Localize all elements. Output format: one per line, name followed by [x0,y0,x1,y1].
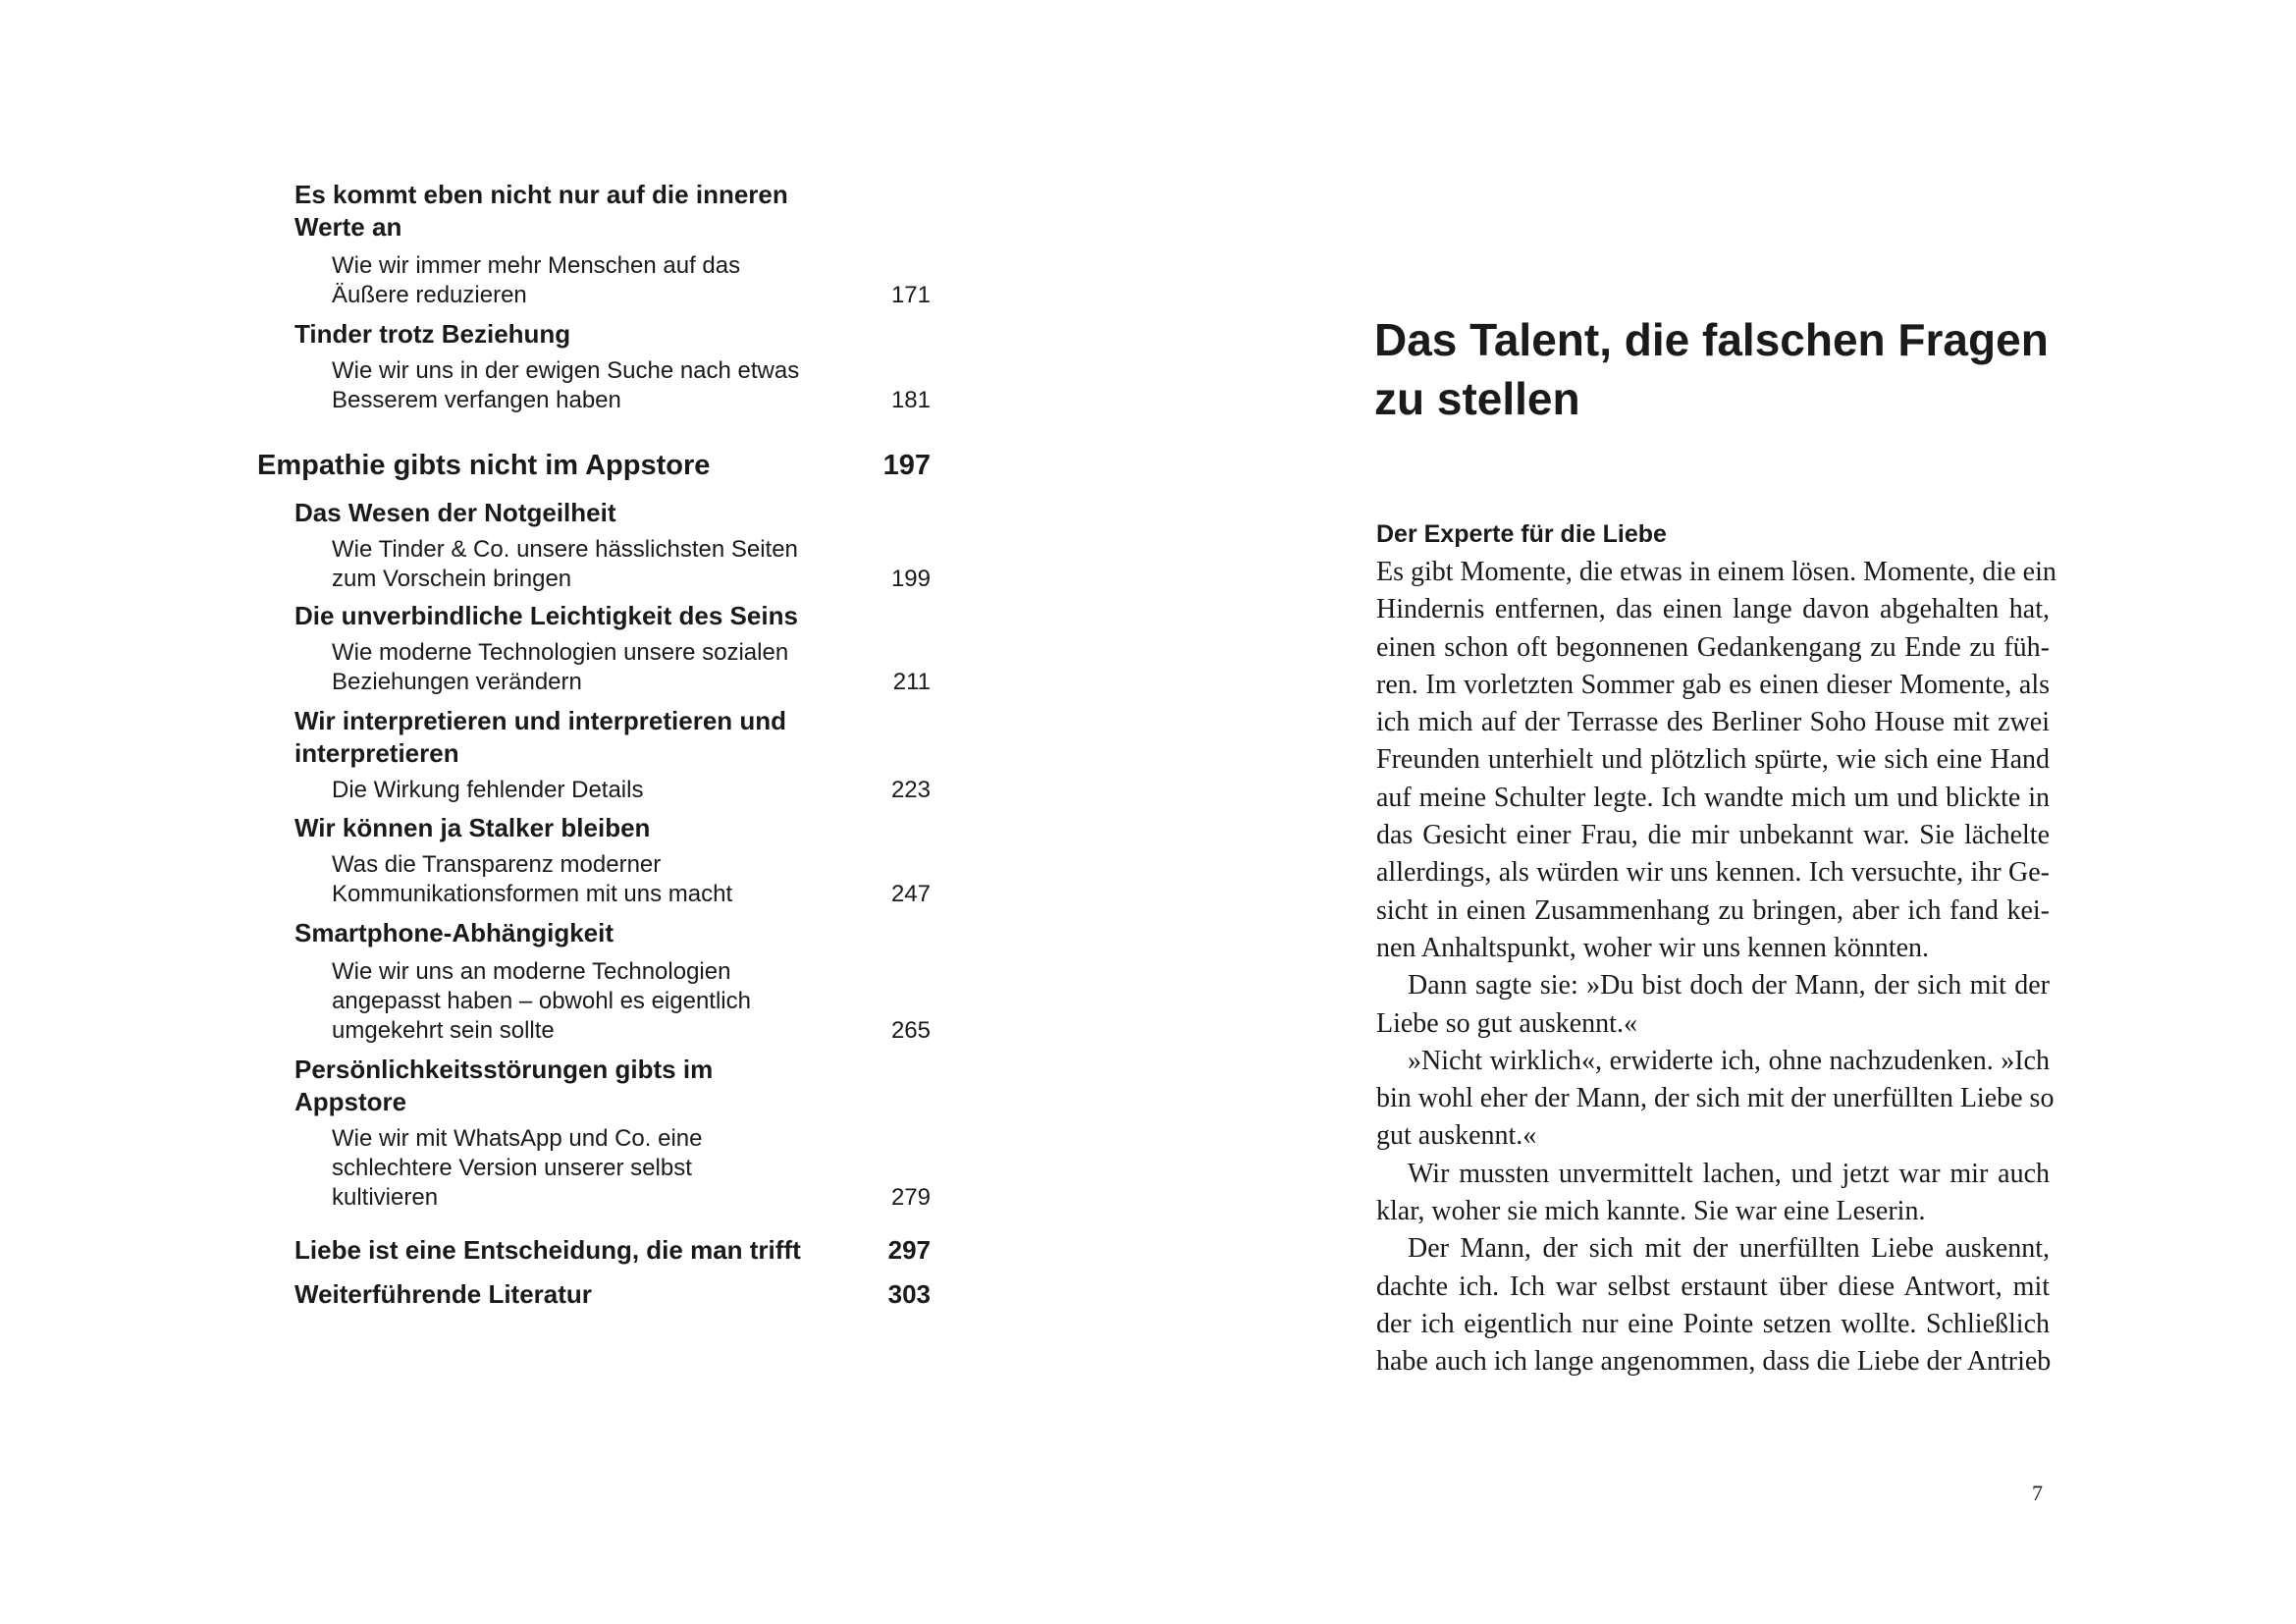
toc-section-title: Tinder trotz Beziehung [294,319,571,349]
text-line: dachte ich. Ich war selbst erstaunt über diese Antwort, mit [1376,1271,2050,1302]
text-line: nen Anhaltspunkt, woher wir uns kennen könnten. [1376,932,1930,963]
toc-subtitle: Wie Tinder & Co. unsere hässlichsten Seiten zum Vorschein bringen [332,536,798,592]
toc-chapter [257,448,931,483]
text-line: bin wohl eher der Mann, der sich mit der unerfüllten Liebe so [1376,1083,2055,1114]
page-number: 7 [2032,1481,2043,1505]
chapter-page [1148,0,2296,1624]
toc-entry [294,1234,931,1267]
chapter-title: Das Talent, die falschen Fragen zu stellen [1374,314,2049,424]
text-line: Dann sagte sie: »Du bist doch der Mann, der sich mit der [1408,970,2050,1001]
text-line: ich mich auf der Terrasse des Berliner Soho House mit zwei [1376,707,2050,738]
toc-entry [294,1054,931,1118]
section-heading: Der Experte für die Liebe [1376,520,1667,548]
text-line: der ich eigentlich nur eine Pointe setzen wollte. Schließlich [1376,1308,2050,1339]
toc-entry [332,957,931,1046]
table-of-contents [257,179,931,1311]
text-line: Wir mussten unvermittelt lachen, und jetzt war mir auch [1408,1158,2050,1189]
toc-page-number: 265 [890,1017,931,1044]
toc-page-number: 211 [892,669,931,695]
toc-entry [294,812,931,844]
toc-section-title: Das Wesen der Notgeilheit [294,498,616,527]
text-line: Es gibt Momente, die etwas in einem lösen. Momente, die ein [1376,557,2056,587]
text-line: einen schon oft begonnenen Gedankengang zu Ende zu füh- [1376,631,2050,663]
text-line: Liebe so gut auskennt.« [1376,1007,1637,1039]
toc-page-number: 171 [890,282,931,308]
toc-section-title: Es kommt eben nicht nur auf die inneren Werte an [294,180,788,242]
toc-subtitle: Wie wir mit WhatsApp und Co. eine schlechtere Version unserer selbst kultivieren [332,1125,703,1211]
toc-subtitle: Wie wir uns in der ewigen Suche nach etwas Besserem verfangen haben [332,357,800,413]
toc-chapter-title: Empathie gibts nicht im Appstore [257,450,711,481]
toc-entry [332,638,931,697]
toc-entry [332,850,931,909]
text-line: das Gesicht einer Frau, die mir unbekannt war. Sie lächelte [1376,820,2050,851]
toc-page-number: 199 [890,566,931,592]
toc-section-title: Die unverbindliche Leichtigkeit des Seins [294,601,798,630]
toc-section-title: Wir können ja Stalker bleiben [294,813,651,842]
text-line: auf meine Schulter legte. Ich wandte mich um und blickte in [1376,782,2050,813]
toc-page-number: 223 [890,777,931,803]
toc-entry [332,1124,931,1213]
text-line: sicht in einen Zusammenhang zu bringen, aber ich fand kei- [1376,894,2050,926]
toc-entry [332,251,931,310]
toc-subtitle: Wie moderne Technologien unsere sozialen Beziehungen verändern [332,639,789,695]
toc-subtitle: Wie wir immer mehr Menschen auf das Äußere reduzieren [332,252,741,308]
toc-entry [332,535,931,594]
toc-page-number: 181 [890,387,931,413]
toc-subtitle: Die Wirkung fehlender Details [332,777,644,803]
toc-entry [332,776,931,805]
toc-entry [294,179,931,244]
text-line: klar, woher sie mich kannte. Sie war eine Leserin. [1376,1196,1926,1227]
toc-section-title: Smartphone-Abhängigkeit [294,918,614,947]
toc-entry [294,917,931,949]
toc-entry [294,705,931,770]
toc-page-number: 297 [887,1235,931,1265]
toc-chapter-page: 197 [882,450,931,481]
toc-entry [294,497,931,529]
toc-section-title: Weiterführende Literatur [294,1279,592,1309]
toc-section-title: Liebe ist eine Entscheidung, die man trifft [294,1235,801,1265]
toc-page-number: 247 [890,881,931,907]
toc-section-title: Wir interpretieren und interpretieren und interpretieren [294,706,787,768]
text-line: Der Mann, der sich mit der unerfüllten Liebe auskennt, [1408,1233,2050,1265]
toc-section-title: Persönlichkeitsstörungen gibts im Appstore [294,1055,714,1116]
toc-entry [294,318,931,351]
body-text [1376,554,2056,1381]
text-line: gut auskennt.« [1376,1120,1537,1152]
toc-entry [294,1278,931,1311]
toc-subtitle: Wie wir uns an moderne Technologien angepasst haben – obwohl es eigentlich umgekehrt sein sollte [332,958,751,1044]
toc-page-number: 279 [890,1184,931,1211]
text-line: ren. Im vorletzten Sommer gab es einen dieser Momente, als [1376,669,2050,700]
toc-entry [294,600,931,632]
text-line: Freunden unterhielt und plötzlich spürte, wie sich eine Hand [1376,744,2050,776]
text-line: allerdings, als würden wir uns kennen. Ich versuchte, ihr Ge- [1376,857,2050,889]
toc-page-number: 303 [887,1279,931,1309]
toc-subtitle: Was die Transparenz moderner Kommunikationsformen mit uns macht [332,851,733,907]
text-line: Hindernis entfernen, das einen lange davon abgehalten hat, [1376,594,2050,625]
text-line: »Nicht wirklich«, erwiderte ich, ohne nachzudenken. »Ich [1408,1045,2050,1076]
text-line: habe auch ich lange angenommen, dass die Liebe der Antrieb [1376,1346,2052,1378]
toc-entry [332,356,931,415]
